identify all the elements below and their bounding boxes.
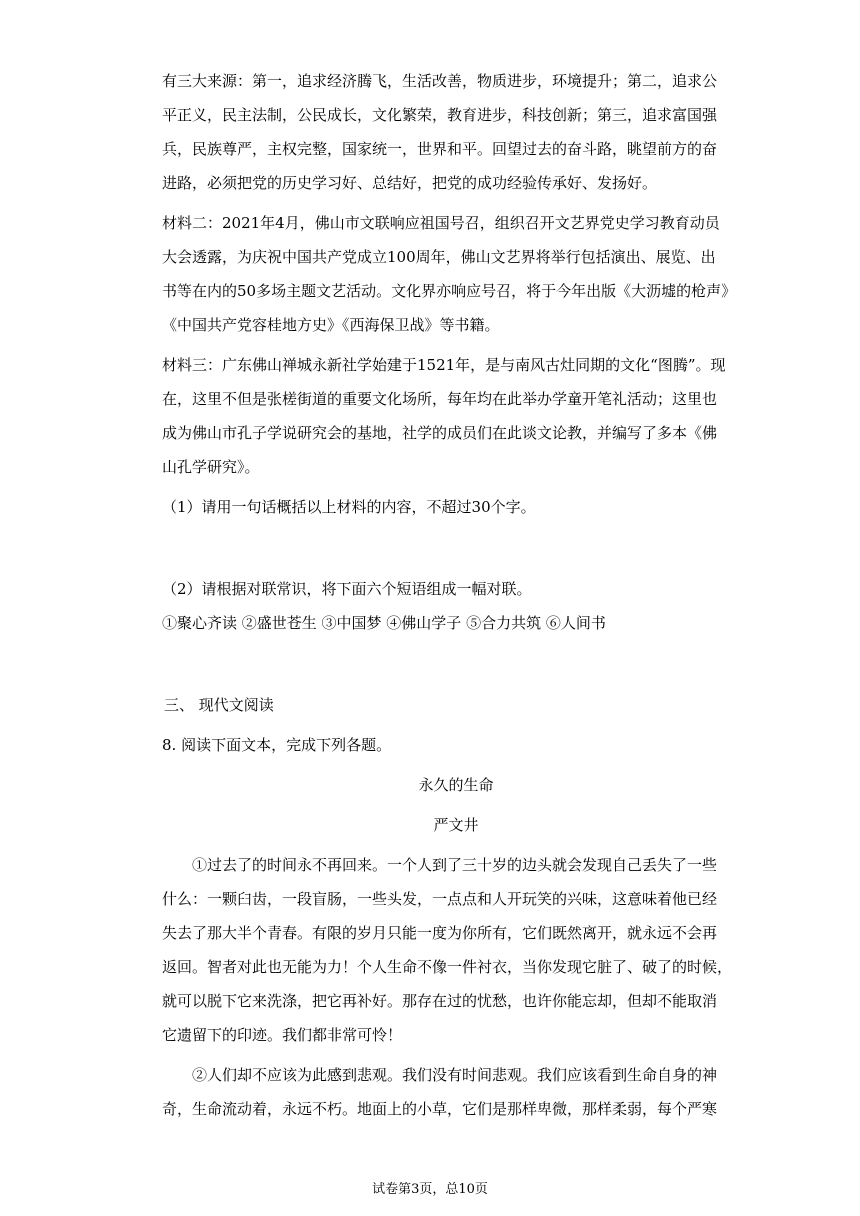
phrase-options: ①聚心齐读 ②盛世苍生 ③中国梦 ④佛山学子 ⑤合力共筑 ⑥人间书 (162, 614, 606, 632)
text-line: 材料二：2021年4月，佛山市文联响应祖国号召，组织召开文艺界党史学习教育动员 (162, 214, 720, 232)
article-title-text: 永久的生命 (418, 776, 494, 794)
question-1 (162, 490, 750, 524)
text-line: 什么：一颗臼齿，一段盲肠，一些头发，一点点和人开玩笑的兴味，这意味着他已经 (162, 890, 718, 908)
answer-space (162, 646, 750, 688)
question-2 (162, 572, 750, 640)
text-line: 它遗留下的印迹。我们都非常可怜！ (162, 1026, 403, 1044)
text-line: ②人们却不应该为此感到悲观。我们没有时间悲观。我们应该看到生命自身的神 (192, 1066, 718, 1084)
section-title: 三、 现代文阅读 (164, 696, 274, 714)
text-line: 大会透露，为庆祝中国共产党成立100周年，佛山文艺界将举行包括演出、展览、出 (162, 248, 716, 266)
text-line: 返回。智者对此也无能为力！个人生命不像一件衬衣，当你发现它脏了、破了的时候， (162, 958, 733, 976)
question-8 (162, 728, 750, 762)
section-heading (164, 688, 750, 722)
text-line: 失去了那大半个青春。有限的岁月只能一度为你所有，它们既然离开，就永远不会再 (162, 924, 718, 942)
material-three (162, 348, 750, 484)
page-content (162, 64, 750, 1132)
text-line: 书等在内的50多场主题文艺活动。文化界亦响应号召，将于今年出版《大沥墟的枪声》 (162, 282, 737, 300)
article-paragraph-2 (162, 1058, 750, 1126)
text-line: 平正义，民主法制，公民成长，文化繁荣，教育进步，科技创新；第三，追求富国强 (162, 106, 718, 124)
text-line: 奇，生命流动着，永远不朽。地面上的小草，它们是那样卑微，那样柔弱，每个严寒 (162, 1100, 718, 1118)
text-line: 成为佛山市孔子学说研究会的基地，社学的成员们在此谈文论教，并编写了多本《佛 (162, 424, 718, 442)
text-line: 就可以脱下它来洗涤，把它再补好。那存在过的忧愁，也许你能忘却，但却不能取消 (162, 992, 718, 1010)
answer-space (162, 530, 750, 572)
material-one-continuation (162, 64, 750, 200)
question-text: （1）请用一句话概括以上材料的内容，不超过30个字。 (162, 498, 536, 516)
text-line: 有三大来源：第一，追求经济腾飞，生活改善，物质进步，环境提升；第二，追求公 (162, 72, 718, 90)
question-text: 8. 阅读下面文本，完成下列各题。 (162, 736, 392, 754)
article-author (162, 808, 750, 842)
material-two (162, 206, 750, 342)
article-title (162, 768, 750, 802)
text-line: 山孔学研究》。 (162, 458, 260, 476)
question-text: （2）请根据对联常识，将下面六个短语组成一幅对联。 (162, 580, 532, 598)
page-footer: 试卷第3页，总10页 (372, 1182, 488, 1197)
article-paragraph-1 (162, 848, 750, 1052)
text-line: 《中国共产党容桂地方史》《西海保卫战》等书籍。 (162, 316, 500, 334)
text-line: ①过去了的时间永不再回来。一个人到了三十岁的边头就会发现自己丢失了一些 (192, 856, 718, 874)
text-line: 兵，民族尊严，主权完整，国家统一，世界和平。回望过去的奋斗路，眺望前方的奋 (162, 140, 718, 158)
article-author-text: 严文井 (433, 816, 479, 834)
text-line: 在，这里不但是张槎街道的重要文化场所，每年均在此举办学童开笔礼活动；这里也 (162, 390, 718, 408)
text-line: 材料三：广东佛山禅城永新社学始建于1521年，是与南风古灶同期的文化“图腾”。现 (162, 356, 726, 374)
text-line: 进路，必须把党的历史学习好、总结好，把党的成功经验传承好、发扬好。 (162, 174, 658, 192)
